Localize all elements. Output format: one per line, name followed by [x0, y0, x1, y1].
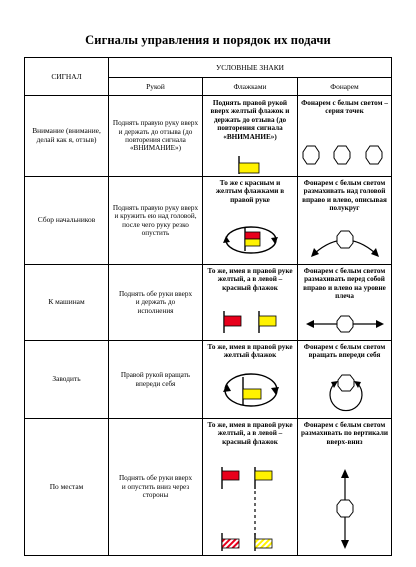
signal-start-engine: Заводить: [52, 374, 81, 384]
lantern-cell: Фонарем с белым светом размахивать перед собой вправо и влево на уровне плеча: [298, 265, 392, 341]
rotate-lantern-icon: [298, 373, 391, 417]
signal-cell: [25, 341, 109, 419]
hand-cell: Поднять правую руку вверх и держать до отзыва (до повторения сигнала «ВНИМАНИЕ»): [109, 96, 203, 177]
lantern-cell: Фонарем с белым светом размахивать над головой вправо и влево, описывая полукруг: [298, 177, 392, 265]
rotate-flag-icon: [203, 367, 297, 411]
signal-cell: [25, 177, 109, 265]
hand-cell: Поднять обе руки вверх и опустить вниз через стороны: [109, 419, 203, 556]
table-row: [25, 341, 392, 419]
signal-attention: Внимание (внимание, делай как я, отзыв): [32, 126, 101, 144]
lantern-cell: Фонарем с белым светом размахивать по вертикали вверх-вниз: [298, 419, 392, 556]
signal-to-vehicles: К машинам: [48, 297, 85, 307]
signal-to-places: По местам: [49, 481, 84, 491]
circle-flags-icon: [203, 221, 297, 257]
hand-cell: Правой рукой вращать впереди себя: [109, 341, 203, 419]
flags-cell: То же с красным и желтым флажками в правой руке: [203, 177, 298, 265]
header-by-lantern: Фонарем: [298, 78, 392, 96]
lantern-cell: Фонарем с белым светом вращать впереди себя: [298, 341, 392, 419]
header-by-hand: Рукой: [109, 78, 203, 96]
horizontal-swing-icon: [298, 311, 391, 337]
page-title: Сигналы управления и порядок их подачи: [85, 33, 331, 47]
signal-cell: [25, 265, 109, 341]
semicircle-swing-icon: [298, 221, 391, 263]
table-row: [25, 419, 392, 556]
lantern-cell: Фонарем с белым светом – серия точек: [298, 96, 392, 177]
hand-cell: Поднять обе руки вверх и держать до исполнения: [109, 265, 203, 341]
table-row: [25, 177, 392, 265]
flags-cell: То же, имея в правой руке желтый флажок: [203, 341, 298, 419]
signals-table: [24, 57, 392, 556]
yellow-flag-icon: [203, 154, 297, 176]
signal-commanders: Сбор начальников: [37, 215, 96, 225]
header-signal: СИГНАЛ: [25, 58, 109, 96]
two-flags-icon: [203, 309, 297, 335]
header-conditional-signs: УСЛОВНЫЕ ЗНАКИ: [109, 58, 392, 78]
vertical-swing-icon: [298, 467, 391, 551]
flags-cell: То же, имея в правой руке желтый, а в левой – красный флажок: [203, 265, 298, 341]
flags-cell: То же, имея в правой руке желтый, а в левой – красный флажок: [203, 419, 298, 556]
flags-cell: Поднять правой рукой вверх желтый флажок и держать до отзыва (до повторения сигнала «ВНИМАНИЕ»): [203, 96, 298, 177]
header-by-flags: Флажками: [203, 78, 298, 96]
table-row: [25, 96, 392, 177]
table-row: [25, 265, 392, 341]
hand-cell: Поднять правую руку вверх и кружить ею над головой, после чего руку резко опустить: [109, 177, 203, 265]
signal-cell: [25, 419, 109, 556]
dots-series-icon: [298, 143, 391, 167]
signal-cell: [25, 96, 109, 177]
up-down-flags-icon: [203, 463, 297, 555]
